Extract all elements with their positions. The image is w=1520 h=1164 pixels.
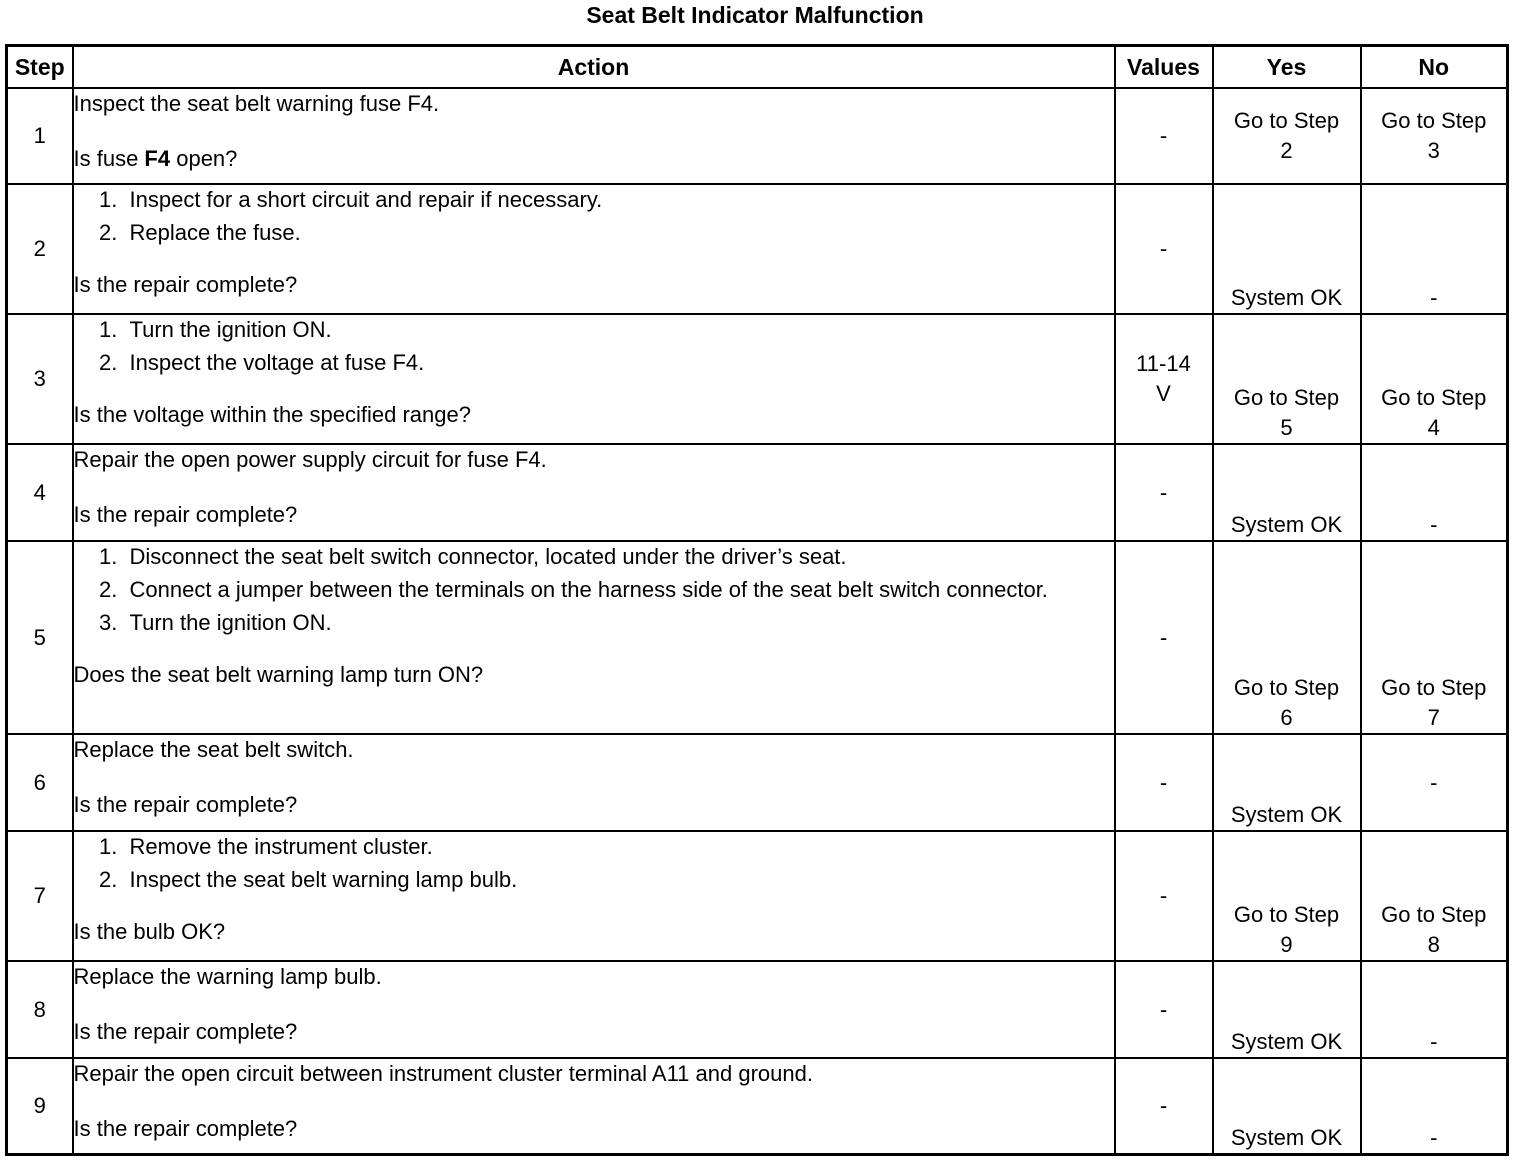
no-result: - [1430,1029,1438,1054]
action-text: Inspect the seat belt warning fuse F4. [73,91,440,116]
yes-result: System OK [1230,1124,1343,1150]
values-cell: - [1115,1058,1213,1154]
yes-result: System OK [1230,1029,1343,1054]
table-row [7,314,1508,444]
table-row [7,88,1508,184]
action-list [74,542,1114,638]
action-cell [73,314,1115,444]
yes-result: System OK [1230,512,1343,537]
no-result: - [1430,769,1438,795]
header-no: No [1361,46,1508,89]
action-cell [73,88,1115,184]
action-list [74,315,1114,378]
no-result: Go to Step 3 [1381,108,1487,163]
yes-cell [1213,444,1361,541]
question-bold-text: F4 [144,146,171,171]
yes-result: Go to Step 9 [1233,902,1340,957]
step-number: 6 [7,734,73,831]
action-cell [73,541,1115,734]
table-row [7,541,1508,734]
action-cell [73,734,1115,831]
table-row [7,1058,1508,1154]
action-cell [73,831,1115,961]
table-row [7,734,1508,831]
yes-result: System OK [1230,285,1343,310]
yes-cell [1213,314,1361,444]
action-question: Is the repair complete? [73,792,298,817]
no-result: Go to Step 8 [1381,902,1487,957]
action-question: Is the repair complete? [73,502,298,527]
action-item: 3. Turn the ignition ON. [124,608,1114,638]
action-question: Is the repair complete? [73,1116,298,1141]
question-text: open? [170,146,238,171]
header-action: Action [73,46,1115,89]
action-cell [73,184,1115,314]
action-question: Does the seat belt warning lamp turn ON? [73,662,484,687]
header-step: Step [7,46,73,89]
action-cell [73,961,1115,1058]
table-row [7,184,1508,314]
values-cell: - [1115,734,1213,831]
page-title: Seat Belt Indicator Malfunction [586,2,924,28]
values-cell: - [1115,961,1213,1058]
yes-result: Go to Step 5 [1233,385,1340,440]
values-text: 11-14 V [1136,351,1191,406]
header-yes: Yes [1213,46,1361,89]
action-item: 1. Remove the instrument cluster. [124,832,1114,862]
no-result: - [1430,285,1438,310]
step-number: 9 [7,1058,73,1154]
table-row [7,961,1508,1058]
action-question [74,144,1114,174]
step-number: 2 [7,184,73,314]
yes-cell [1213,184,1361,314]
no-result: Go to Step 7 [1381,675,1487,730]
action-item: 2. Inspect the seat belt warning lamp bulb. [124,865,1114,895]
no-cell [1361,1058,1508,1154]
header-row [7,46,1508,89]
no-cell [1361,734,1508,831]
yes-cell [1213,961,1361,1058]
diagnostic-table [5,44,1509,1156]
action-list [74,185,1114,248]
table-row [7,831,1508,961]
step-number: 7 [7,831,73,961]
step-number: 8 [7,961,73,1058]
action-item: 2. Connect a jumper between the terminals on the harness side of the seat belt switch connector. [124,575,1114,605]
values-cell [1115,314,1213,444]
no-cell [1361,88,1508,184]
yes-cell [1213,541,1361,734]
action-question: Is the repair complete? [73,1019,298,1044]
action-text: Repair the open power supply circuit for fuse F4. [73,447,547,472]
step-number: 3 [7,314,73,444]
no-result: - [1430,1124,1438,1150]
action-cell [73,444,1115,541]
action-item: 1. Inspect for a short circuit and repair if necessary. [124,185,1114,215]
action-question: Is the voltage within the specified range? [73,402,471,427]
no-result: Go to Step 4 [1381,385,1487,440]
action-text: Replace the seat belt switch. [73,737,354,762]
no-cell [1361,831,1508,961]
yes-result: System OK [1230,802,1343,827]
yes-cell [1213,734,1361,831]
values-cell: - [1115,444,1213,541]
no-cell [1361,541,1508,734]
no-cell [1361,184,1508,314]
step-number: 4 [7,444,73,541]
action-item: 1. Disconnect the seat belt switch connector, located under the driver’s seat. [124,542,1114,572]
action-item: 2. Replace the fuse. [124,218,1114,248]
table-row [7,444,1508,541]
no-result: - [1430,512,1438,537]
action-question: Is the bulb OK? [73,919,226,944]
yes-cell [1213,831,1361,961]
action-list [74,832,1114,895]
no-cell [1361,961,1508,1058]
question-text: Is fuse [73,146,145,171]
yes-cell [1213,1058,1361,1154]
action-text: Replace the warning lamp bulb. [73,964,382,989]
yes-result: Go to Step 6 [1233,675,1340,730]
action-question: Is the repair complete? [73,272,298,297]
values-cell: - [1115,88,1213,184]
no-cell [1361,314,1508,444]
step-number: 1 [7,88,73,184]
values-cell: - [1115,541,1213,734]
action-cell [73,1058,1115,1154]
values-cell: - [1115,831,1213,961]
no-cell [1361,444,1508,541]
yes-result: Go to Step 2 [1233,108,1340,163]
action-text: Repair the open circuit between instrument cluster terminal A11 and ground. [73,1061,813,1086]
yes-cell [1213,88,1361,184]
step-number: 5 [7,541,73,734]
header-values: Values [1115,46,1213,89]
action-item: 1. Turn the ignition ON. [124,315,1114,345]
values-cell: - [1115,184,1213,314]
action-item: 2. Inspect the voltage at fuse F4. [124,348,1114,378]
